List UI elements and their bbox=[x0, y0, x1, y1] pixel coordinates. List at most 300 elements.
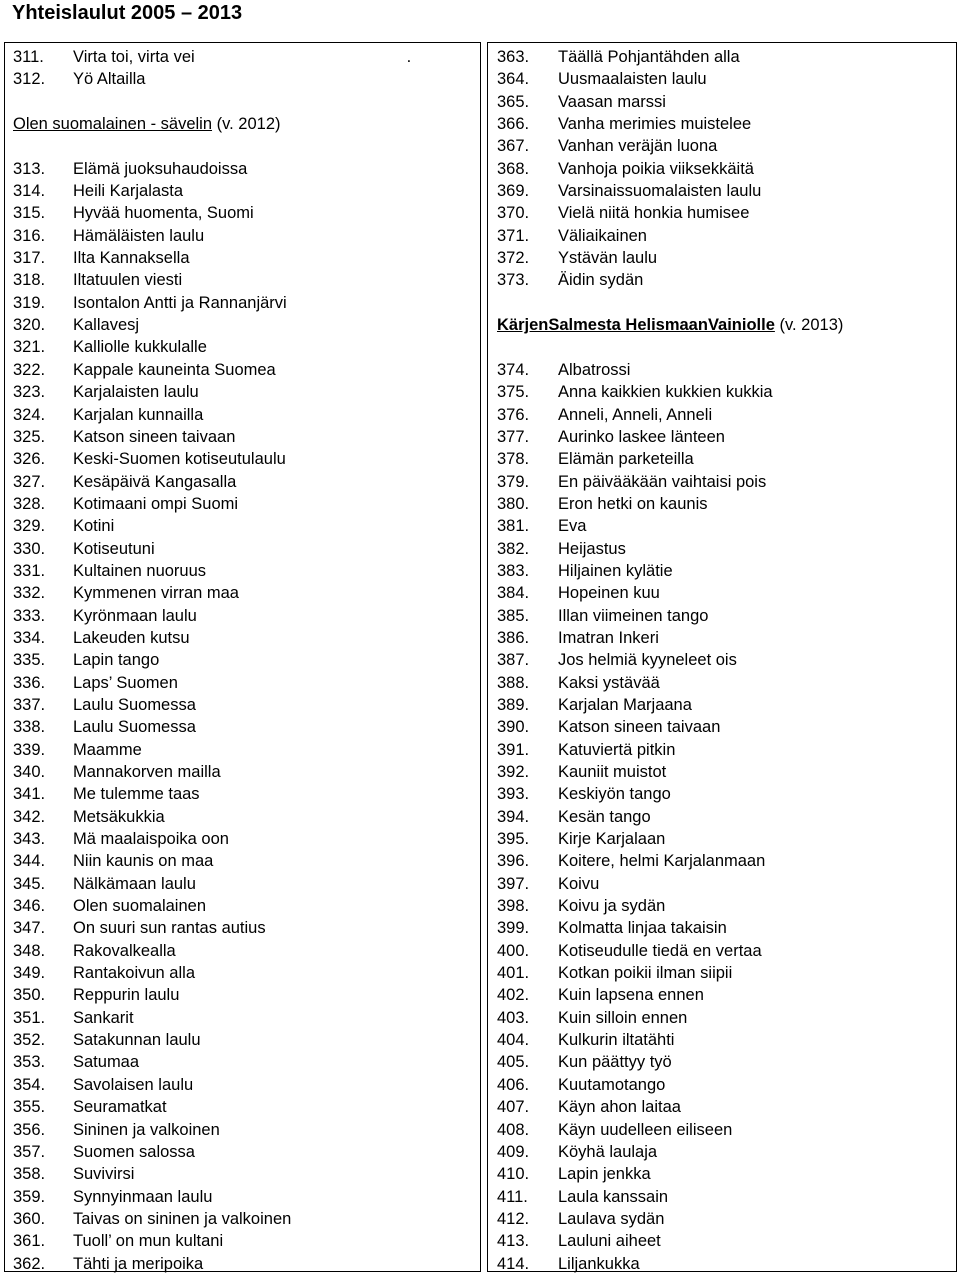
song-title: Kotkan poikii ilman siipii bbox=[558, 964, 733, 983]
song-number: 337. bbox=[13, 695, 46, 714]
song-row bbox=[497, 739, 952, 761]
song-title: Köyhä laulaja bbox=[558, 1142, 658, 1161]
song-row bbox=[497, 672, 952, 694]
song-row bbox=[13, 649, 473, 671]
left-pre-list bbox=[13, 46, 473, 91]
song-title: Mä maalaispoika oon bbox=[73, 830, 229, 849]
song-row bbox=[497, 1208, 952, 1230]
song-row bbox=[13, 1074, 473, 1096]
song-number: 401. bbox=[497, 964, 530, 983]
song-title: Kotiseudulle tiedä en vertaa bbox=[558, 941, 762, 960]
song-number: 357. bbox=[13, 1142, 46, 1161]
song-row bbox=[13, 962, 473, 984]
song-row bbox=[497, 359, 952, 381]
song-number: 375. bbox=[497, 383, 530, 402]
song-title: Kauniit muistot bbox=[558, 763, 667, 781]
song-title: Rakovalkealla bbox=[73, 941, 176, 960]
song-number: 407. bbox=[497, 1098, 530, 1117]
song-row bbox=[497, 538, 952, 560]
song-row bbox=[13, 381, 473, 403]
song-title: Sininen ja valkoinen bbox=[73, 1120, 220, 1139]
song-title: Karjalan kunnailla bbox=[73, 405, 204, 424]
song-row bbox=[497, 493, 952, 515]
song-row bbox=[497, 716, 952, 738]
song-title: Suomen salossa bbox=[73, 1142, 195, 1161]
song-row bbox=[13, 471, 473, 493]
section-heading-year: (v. 2012) bbox=[212, 115, 281, 134]
song-title: Maamme bbox=[73, 740, 142, 759]
song-title: Kalliolle kukkulalle bbox=[73, 338, 207, 357]
song-row bbox=[497, 135, 952, 157]
song-number: 321. bbox=[13, 338, 46, 357]
song-number: 410. bbox=[497, 1165, 530, 1184]
song-number: 387. bbox=[497, 651, 530, 670]
song-title: Kolmatta linjaa takaisin bbox=[558, 919, 727, 938]
song-title: Anna kaikkien kukkien kukkia bbox=[558, 383, 773, 402]
song-title: Lauluni aiheet bbox=[558, 1232, 661, 1251]
song-number: 393. bbox=[497, 785, 530, 804]
song-number: 394. bbox=[497, 807, 530, 826]
song-row bbox=[13, 1119, 473, 1141]
song-number: 367. bbox=[497, 137, 530, 156]
song-number: 376. bbox=[497, 405, 530, 424]
song-title: Lakeuden kutsu bbox=[73, 628, 190, 647]
song-number: 335. bbox=[13, 651, 46, 670]
document-title: Yhteislaulut 2005 – 2013 bbox=[12, 2, 243, 24]
song-number: 392. bbox=[497, 763, 530, 781]
song-number: 351. bbox=[13, 1008, 46, 1027]
song-row bbox=[13, 1253, 473, 1275]
song-title: Mannakorven mailla bbox=[73, 763, 221, 781]
song-row bbox=[13, 627, 473, 649]
song-number: 317. bbox=[13, 249, 46, 268]
song-row bbox=[13, 1007, 473, 1029]
song-title: Hämäläisten laulu bbox=[73, 226, 205, 245]
song-title: Elämän parketeilla bbox=[558, 450, 694, 469]
song-number: 340. bbox=[13, 763, 46, 781]
song-row bbox=[13, 158, 473, 180]
song-number: 346. bbox=[13, 897, 46, 916]
song-title: Virta toi, virta vei bbox=[73, 48, 195, 66]
song-title: Liljankukka bbox=[558, 1254, 640, 1273]
song-row bbox=[497, 1163, 952, 1185]
song-row bbox=[13, 448, 473, 470]
song-title: Me tulemme taas bbox=[73, 785, 200, 804]
song-title: Koivu bbox=[558, 874, 600, 893]
song-number: 398. bbox=[497, 897, 530, 916]
song-number: 363. bbox=[497, 48, 530, 66]
song-number: 408. bbox=[497, 1120, 530, 1139]
song-title: Käyn ahon laitaa bbox=[558, 1098, 681, 1117]
song-title: Kotini bbox=[73, 517, 115, 536]
song-row bbox=[497, 649, 952, 671]
song-number: 369. bbox=[497, 182, 530, 201]
song-title: Käyn uudelleen eiliseen bbox=[558, 1120, 733, 1139]
song-number: 403. bbox=[497, 1008, 530, 1027]
song-title: Varsinaissuomalaisten laulu bbox=[558, 182, 762, 201]
song-row bbox=[13, 247, 473, 269]
song-row bbox=[497, 984, 952, 1006]
song-title: En päivääkään vaihtaisi pois bbox=[558, 472, 767, 491]
song-number: 328. bbox=[13, 494, 46, 513]
song-number: 315. bbox=[13, 204, 46, 223]
section-heading-link[interactable]: KärjenSalmesta HelismaanVainiolle bbox=[497, 316, 775, 335]
song-row bbox=[13, 426, 473, 448]
song-row bbox=[497, 448, 952, 470]
song-number: 348. bbox=[13, 941, 46, 960]
song-row bbox=[13, 850, 473, 872]
song-row bbox=[497, 605, 952, 627]
spacer bbox=[13, 135, 473, 157]
section-heading-year: (v. 2013) bbox=[774, 316, 844, 335]
song-row bbox=[497, 1074, 952, 1096]
song-number: 311. bbox=[13, 48, 44, 66]
song-row bbox=[13, 1096, 473, 1118]
song-number: 361. bbox=[13, 1232, 46, 1251]
song-number: 399. bbox=[497, 919, 530, 938]
song-title: Albatrossi bbox=[558, 360, 631, 379]
song-title: Vielä niitä honkia humisee bbox=[558, 204, 750, 223]
song-number: 349. bbox=[13, 964, 46, 983]
song-number: 404. bbox=[497, 1031, 530, 1050]
song-number: 409. bbox=[497, 1142, 530, 1161]
song-number: 320. bbox=[13, 316, 46, 335]
song-row bbox=[497, 1051, 952, 1073]
song-row bbox=[497, 113, 952, 135]
song-title: Kesäpäivä Kangasalla bbox=[73, 472, 237, 491]
song-number: 378. bbox=[497, 450, 530, 469]
song-number: 385. bbox=[497, 606, 530, 625]
song-title: Laulava sydän bbox=[558, 1209, 665, 1228]
song-number: 371. bbox=[497, 226, 530, 245]
song-row bbox=[13, 1141, 473, 1163]
spacer bbox=[497, 292, 952, 314]
song-title: Anneli, Anneli, Anneli bbox=[558, 405, 713, 424]
right-song-list bbox=[497, 359, 952, 1275]
song-title: Hopeinen kuu bbox=[558, 584, 660, 603]
song-title: Hyvää huomenta, Suomi bbox=[73, 204, 254, 223]
song-row bbox=[13, 761, 473, 783]
song-number: 318. bbox=[13, 271, 46, 290]
song-row bbox=[13, 1163, 473, 1185]
song-number: 368. bbox=[497, 159, 530, 178]
spacer bbox=[13, 91, 473, 113]
song-number: 359. bbox=[13, 1187, 46, 1206]
song-number: 397. bbox=[497, 874, 530, 893]
song-row bbox=[497, 404, 952, 426]
song-title: Kyrönmaan laulu bbox=[73, 606, 197, 625]
song-number: 411. bbox=[497, 1187, 528, 1206]
song-number: 413. bbox=[497, 1232, 530, 1251]
song-row bbox=[13, 917, 473, 939]
song-title: Reppurin laulu bbox=[73, 986, 180, 1005]
song-number: 322. bbox=[13, 360, 46, 379]
song-number: 355. bbox=[13, 1098, 46, 1117]
song-title: Lapin jenkka bbox=[558, 1165, 651, 1184]
song-number: 406. bbox=[497, 1075, 530, 1094]
song-number: 370. bbox=[497, 204, 530, 223]
right-pre-list bbox=[497, 46, 952, 292]
song-title: Karjalan Marjaana bbox=[558, 695, 692, 714]
song-number: 329. bbox=[13, 517, 46, 536]
song-row bbox=[497, 1186, 952, 1208]
song-number: 379. bbox=[497, 472, 530, 491]
song-row bbox=[497, 1141, 952, 1163]
song-title: Kesän tango bbox=[558, 807, 651, 826]
song-title: Katson sineen taivaan bbox=[558, 718, 721, 737]
song-row bbox=[13, 292, 473, 314]
song-title: Kymmenen virran maa bbox=[73, 584, 239, 603]
left-column bbox=[13, 46, 473, 1275]
song-row bbox=[13, 828, 473, 850]
song-title: Hiljainen kylätie bbox=[558, 561, 673, 580]
song-number: 362. bbox=[13, 1254, 46, 1273]
song-number: 372. bbox=[497, 249, 530, 268]
song-row bbox=[13, 336, 473, 358]
song-row bbox=[497, 515, 952, 537]
song-row bbox=[497, 471, 952, 493]
song-row bbox=[497, 1119, 952, 1141]
song-title: Vanha merimies muistelee bbox=[558, 115, 752, 134]
song-title: Kuin lapsena ennen bbox=[558, 986, 704, 1005]
song-title: Tuoll’ on mun kultani bbox=[73, 1232, 224, 1251]
song-title: Kuutamotango bbox=[558, 1075, 666, 1094]
song-title: Eva bbox=[558, 517, 587, 536]
song-row bbox=[497, 917, 952, 939]
song-title: Savolaisen laulu bbox=[73, 1075, 194, 1094]
song-row bbox=[497, 850, 952, 872]
song-row bbox=[497, 225, 952, 247]
song-title: Koitere, helmi Karjalanmaan bbox=[558, 852, 766, 871]
song-title: Metsäkukkia bbox=[73, 807, 165, 826]
left-song-list bbox=[13, 158, 473, 1275]
song-row bbox=[13, 225, 473, 247]
song-title: Heijastus bbox=[558, 539, 626, 558]
right-column bbox=[497, 46, 952, 1275]
song-row bbox=[13, 783, 473, 805]
song-title: Rantakoivun alla bbox=[73, 964, 195, 983]
song-number: 412. bbox=[497, 1209, 530, 1228]
song-row bbox=[497, 91, 952, 113]
song-number: 365. bbox=[497, 92, 530, 111]
song-number: 414. bbox=[497, 1254, 530, 1273]
song-number: 364. bbox=[497, 70, 530, 89]
song-title: Katuviertä pitkin bbox=[558, 740, 676, 759]
song-row bbox=[497, 1253, 952, 1275]
song-number: 395. bbox=[497, 830, 530, 849]
song-title: Illan viimeinen tango bbox=[558, 606, 709, 625]
song-title: Kotimaani ompi Suomi bbox=[73, 494, 239, 513]
song-number: 324. bbox=[13, 405, 46, 424]
song-number: 382. bbox=[497, 539, 530, 558]
song-number: 388. bbox=[497, 673, 530, 692]
song-row bbox=[497, 895, 952, 917]
song-number: 373. bbox=[497, 271, 530, 290]
song-row bbox=[13, 739, 473, 761]
song-row bbox=[13, 984, 473, 1006]
song-row bbox=[13, 404, 473, 426]
song-number: 330. bbox=[13, 539, 46, 558]
song-title: Imatran Inkeri bbox=[558, 628, 659, 647]
song-number: 343. bbox=[13, 830, 46, 849]
song-row bbox=[497, 560, 952, 582]
song-number: 352. bbox=[13, 1031, 46, 1050]
song-row bbox=[13, 493, 473, 515]
song-number: 345. bbox=[13, 874, 46, 893]
song-title: Kappale kauneinta Suomea bbox=[73, 360, 276, 379]
song-number: 331. bbox=[13, 561, 46, 580]
song-title: Isontalon Antti ja Rannanjärvi bbox=[73, 293, 287, 312]
song-title: Kaksi ystävää bbox=[558, 673, 660, 692]
song-row bbox=[497, 269, 952, 291]
song-row bbox=[13, 940, 473, 962]
song-row bbox=[13, 895, 473, 917]
song-number: 381. bbox=[497, 517, 530, 536]
song-row bbox=[497, 873, 952, 895]
song-number: 313. bbox=[13, 159, 46, 178]
song-title: Laula kanssain bbox=[558, 1187, 669, 1206]
trailing-mark: . bbox=[406, 48, 412, 66]
song-row bbox=[497, 158, 952, 180]
song-row bbox=[497, 761, 952, 783]
song-title: Laulu Suomessa bbox=[73, 695, 196, 714]
song-number: 391. bbox=[497, 740, 530, 759]
song-row bbox=[13, 716, 473, 738]
song-row bbox=[497, 694, 952, 716]
song-number: 338. bbox=[13, 718, 46, 737]
song-title: Vanhoja poikia viiksekkäitä bbox=[558, 159, 754, 178]
song-number: 316. bbox=[13, 226, 46, 245]
song-row bbox=[13, 314, 473, 336]
song-row bbox=[497, 1007, 952, 1029]
song-row bbox=[13, 515, 473, 537]
song-title: Kuin silloin ennen bbox=[558, 1008, 688, 1027]
song-row bbox=[497, 381, 952, 403]
song-number: 336. bbox=[13, 673, 46, 692]
song-number: 339. bbox=[13, 740, 46, 759]
song-row bbox=[497, 68, 952, 90]
song-number: 341. bbox=[13, 785, 46, 804]
song-number: 400. bbox=[497, 941, 530, 960]
song-row bbox=[13, 1208, 473, 1230]
song-number: 374. bbox=[497, 360, 530, 379]
song-title: Taivas on sininen ja valkoinen bbox=[73, 1209, 292, 1228]
song-row bbox=[497, 940, 952, 962]
song-number: 312. bbox=[13, 70, 46, 89]
song-number: 319. bbox=[13, 293, 46, 312]
song-row bbox=[497, 582, 952, 604]
song-number: 350. bbox=[13, 986, 46, 1005]
song-row bbox=[497, 247, 952, 269]
song-title: Koivu ja sydän bbox=[558, 897, 666, 916]
song-number: 356. bbox=[13, 1120, 46, 1139]
song-title: Elämä juoksuhaudoissa bbox=[73, 159, 248, 178]
song-row bbox=[13, 68, 473, 90]
song-title: Sankarit bbox=[73, 1008, 134, 1027]
song-row bbox=[13, 1051, 473, 1073]
song-row bbox=[497, 46, 952, 68]
song-row bbox=[13, 605, 473, 627]
song-number: 390. bbox=[497, 718, 530, 737]
song-title: Suvivirsi bbox=[73, 1165, 135, 1184]
song-row bbox=[497, 828, 952, 850]
song-title: Laps’ Suomen bbox=[73, 673, 178, 692]
song-title: Tähti ja meripoika bbox=[73, 1254, 204, 1273]
song-number: 347. bbox=[13, 919, 46, 938]
song-title: Seuramatkat bbox=[73, 1098, 167, 1117]
song-title: Niin kaunis on maa bbox=[73, 852, 214, 871]
song-title: Uusmaalaisten laulu bbox=[558, 70, 707, 89]
song-row bbox=[13, 202, 473, 224]
song-row bbox=[497, 1230, 952, 1252]
song-title: Satumaa bbox=[73, 1053, 140, 1072]
song-row bbox=[13, 180, 473, 202]
section-heading-karjen-salmesta bbox=[497, 314, 952, 336]
song-number: 342. bbox=[13, 807, 46, 826]
song-row bbox=[13, 873, 473, 895]
song-row bbox=[497, 806, 952, 828]
song-number: 405. bbox=[497, 1053, 530, 1072]
song-row bbox=[497, 1029, 952, 1051]
song-title: Kun päättyy työ bbox=[558, 1053, 672, 1072]
song-row bbox=[497, 426, 952, 448]
song-number: 314. bbox=[13, 182, 46, 201]
song-row bbox=[13, 1230, 473, 1252]
song-title: Heili Karjalasta bbox=[73, 182, 184, 201]
song-title: Laulu Suomessa bbox=[73, 718, 196, 737]
song-title: On suuri sun rantas autius bbox=[73, 919, 266, 938]
song-row bbox=[13, 672, 473, 694]
song-title: Vaasan marssi bbox=[558, 92, 666, 111]
song-number: 326. bbox=[13, 450, 46, 469]
song-title: Täällä Pohjantähden alla bbox=[558, 48, 740, 66]
song-number: 325. bbox=[13, 427, 46, 446]
song-number: 334. bbox=[13, 628, 46, 647]
song-number: 323. bbox=[13, 383, 46, 402]
song-title: Kultainen nuoruus bbox=[73, 561, 207, 580]
song-title: Ystävän laulu bbox=[558, 249, 658, 268]
song-title: Yö Altailla bbox=[73, 70, 146, 89]
section-heading-olen-suomalainen bbox=[13, 113, 473, 135]
song-title: Kotiseutuni bbox=[73, 539, 155, 558]
section-heading-link[interactable]: Olen suomalainen - sävelin bbox=[13, 115, 213, 134]
song-number: 333. bbox=[13, 606, 46, 625]
song-number: 402. bbox=[497, 986, 530, 1005]
song-number: 358. bbox=[13, 1165, 46, 1184]
song-number: 366. bbox=[497, 115, 530, 134]
song-title: Eron hetki on kaunis bbox=[558, 494, 708, 513]
song-row bbox=[13, 582, 473, 604]
song-title: Satakunnan laulu bbox=[73, 1031, 201, 1050]
song-row bbox=[497, 180, 952, 202]
song-title: Nälkämaan laulu bbox=[73, 874, 196, 893]
song-row bbox=[13, 46, 473, 68]
song-number: 383. bbox=[497, 561, 530, 580]
song-row bbox=[497, 962, 952, 984]
song-title: Aurinko laskee länteen bbox=[558, 427, 725, 446]
song-number: 384. bbox=[497, 584, 530, 603]
song-title: Kulkurin iltatähti bbox=[558, 1031, 675, 1050]
song-title: Kirje Karjalaan bbox=[558, 830, 666, 849]
song-number: 396. bbox=[497, 852, 530, 871]
song-title: Katson sineen taivaan bbox=[73, 427, 236, 446]
song-title: Vanhan veräjän luona bbox=[558, 137, 718, 156]
song-title: Keski-Suomen kotiseutulaulu bbox=[73, 450, 286, 469]
song-number: 327. bbox=[13, 472, 46, 491]
song-title: Karjalaisten laulu bbox=[73, 383, 199, 402]
song-title: Olen suomalainen bbox=[73, 897, 206, 916]
song-title: Lapin tango bbox=[73, 651, 160, 670]
